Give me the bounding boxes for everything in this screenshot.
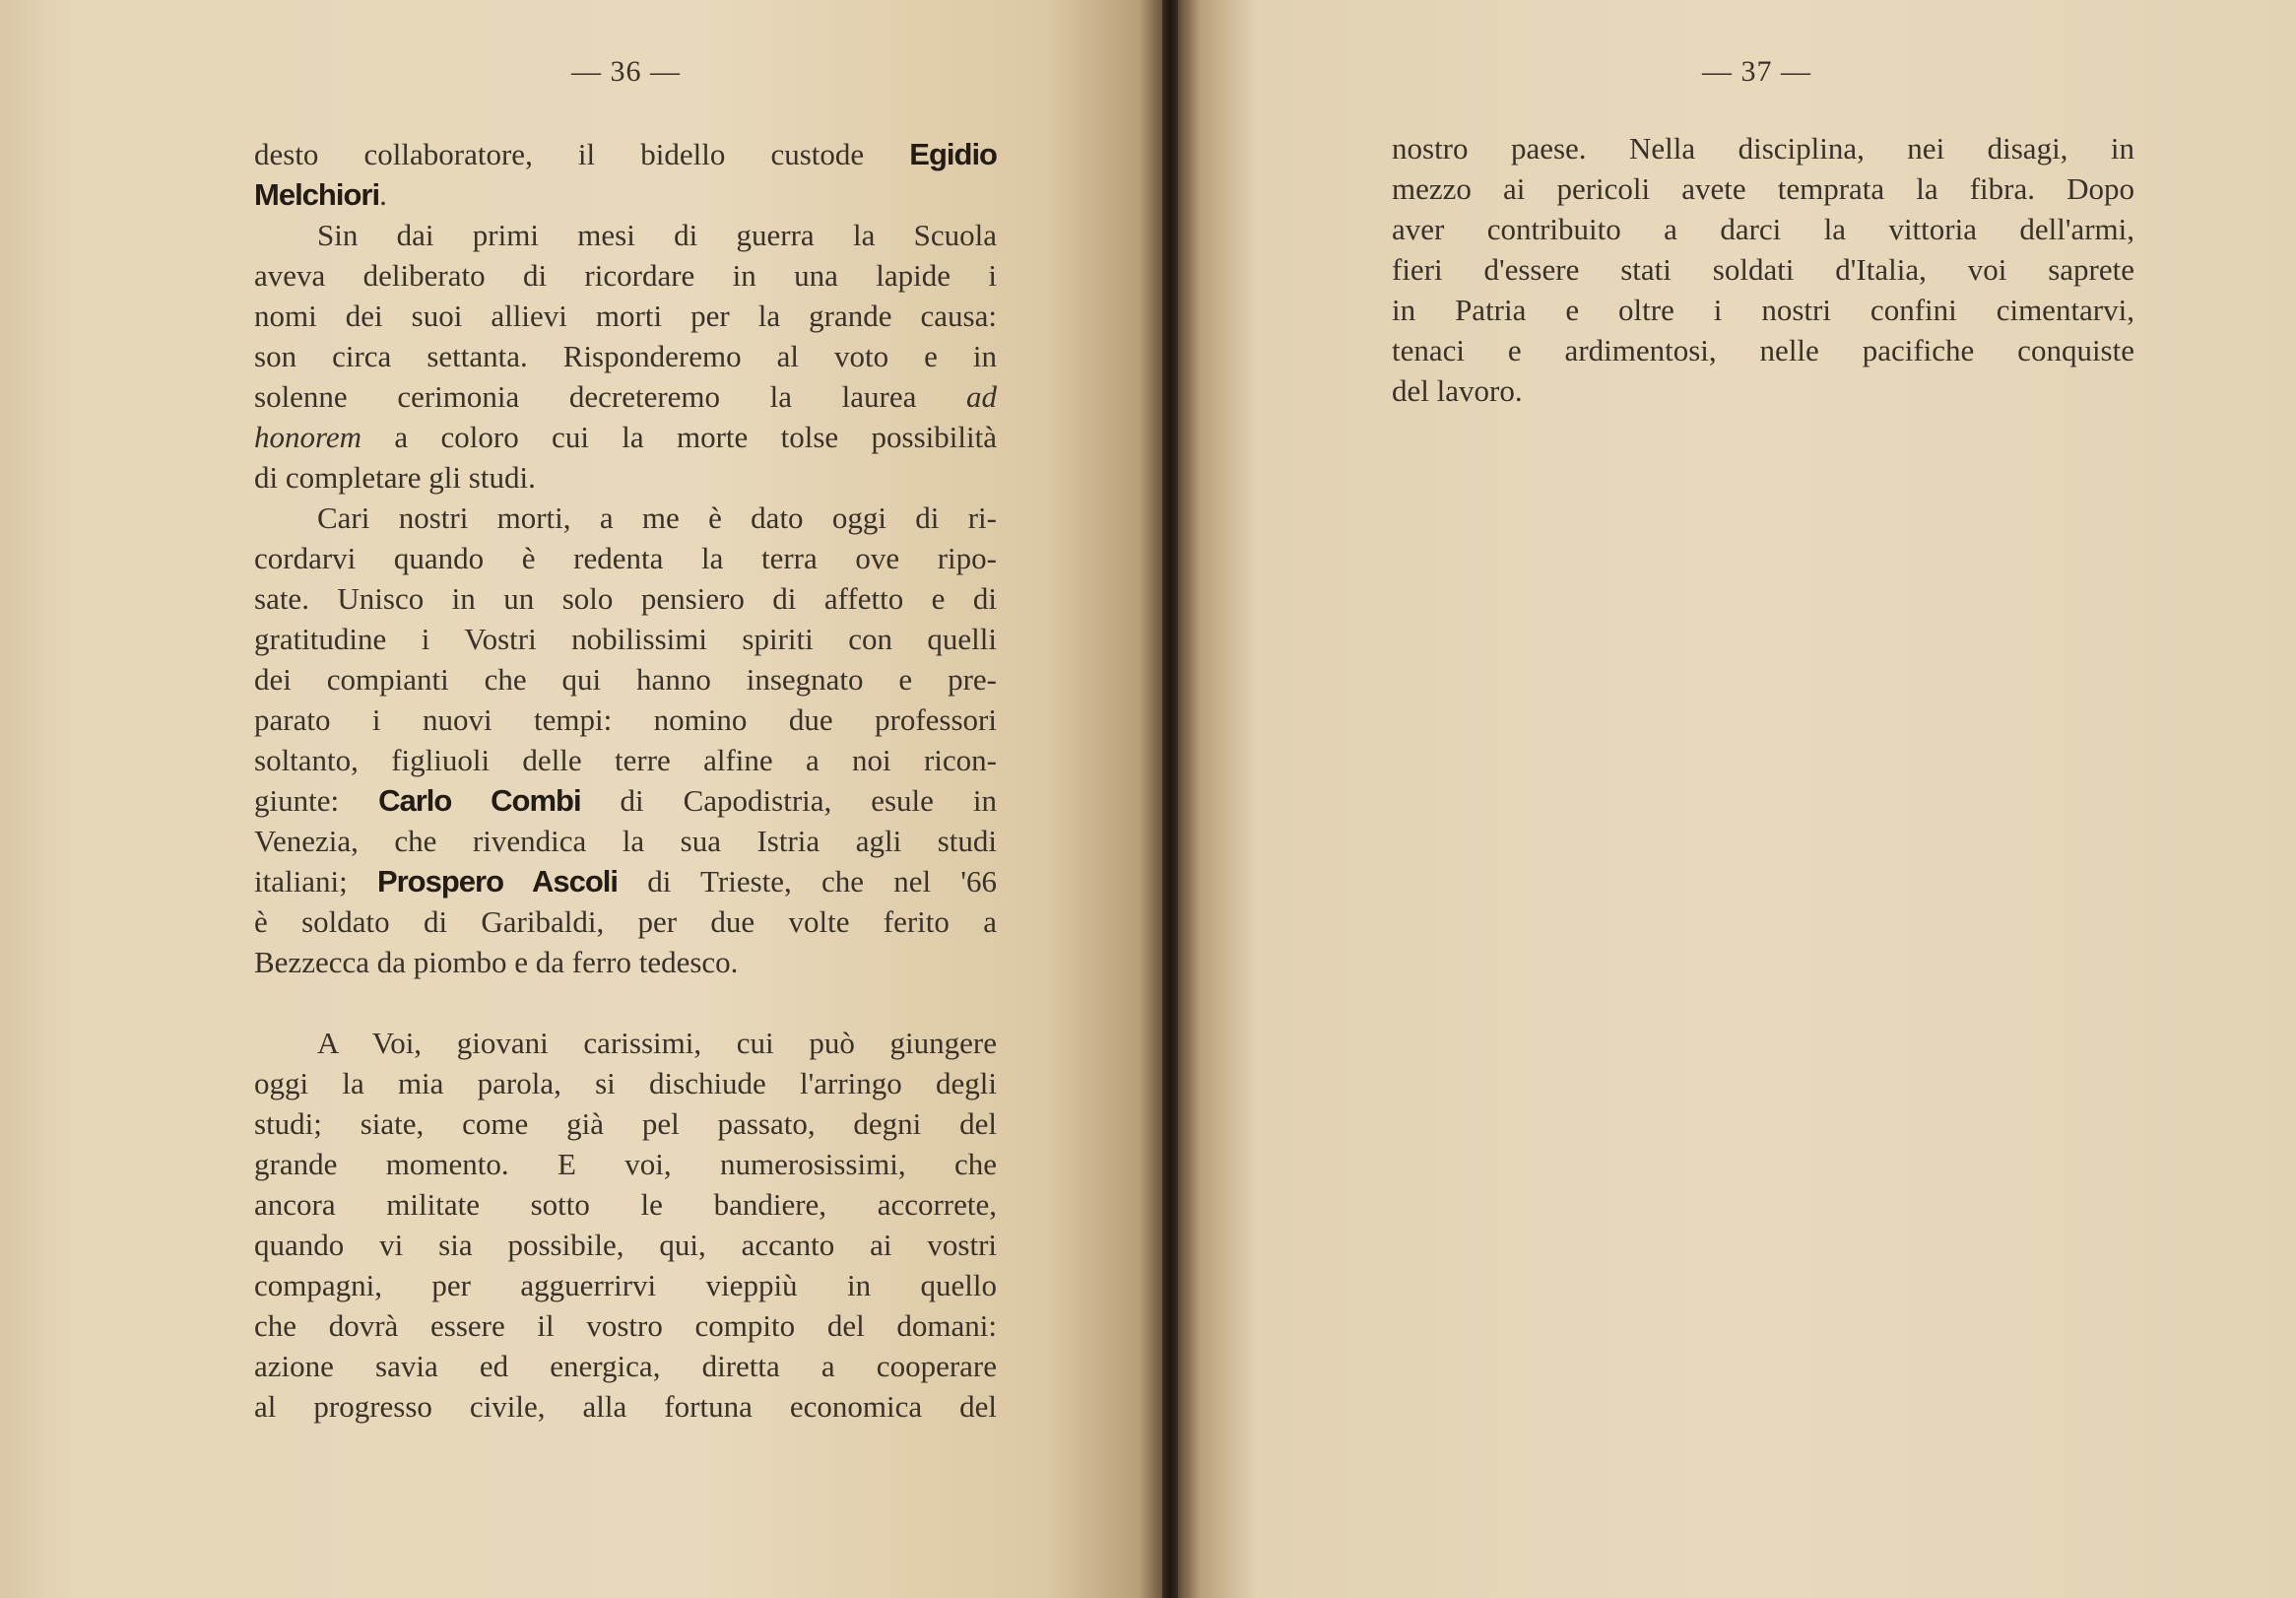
- text-line: [254, 619, 997, 659]
- bold-name: Carlo Combi: [378, 783, 581, 818]
- text-segment: aver contribuito a darci la vittoria dell'armi,: [1392, 212, 2134, 246]
- text-line: [254, 699, 997, 740]
- text-line: [1392, 330, 2134, 370]
- text-line: [254, 1063, 997, 1103]
- text-segment: Sin dai primi mesi di guerra la Scuola: [317, 218, 997, 252]
- right-page: [1178, 0, 2296, 1598]
- text-segment: soltanto, figliuoli delle terre alfine a noi ricon-: [254, 743, 997, 777]
- text-segment: nostro paese. Nella disciplina, nei disagi, in: [1392, 131, 2134, 166]
- text-segment: italiani;: [254, 864, 377, 899]
- page-number: — 37 —: [1702, 55, 1811, 88]
- text-line: [254, 1144, 997, 1184]
- italic-text: ad: [966, 379, 997, 414]
- text-segment: Cari nostri morti, a me è dato oggi di ri-: [317, 500, 997, 535]
- text-line: [254, 1023, 997, 1063]
- text-segment: è soldato di Garibaldi, per due volte ferito a: [254, 904, 997, 939]
- text-line: [254, 376, 997, 417]
- text-segment: Bezzecca da piombo e da ferro tedesco.: [254, 945, 739, 979]
- book-gutter: [1162, 0, 1178, 1598]
- text-segment: dei compianti che qui hanno insegnato e pre-: [254, 662, 997, 697]
- text-line: [254, 538, 997, 578]
- text-line: [254, 457, 997, 498]
- text-segment: tenaci e ardimentosi, nelle pacifiche conquiste: [1392, 333, 2134, 367]
- right-page-text: [1392, 128, 2134, 411]
- text-segment: azione savia ed energica, diretta a cooperare: [254, 1349, 997, 1383]
- text-segment: compagni, per agguerrirvi vieppiù in quello: [254, 1268, 997, 1302]
- text-segment: di completare gli studi.: [254, 460, 536, 495]
- left-page-text: [254, 134, 997, 1427]
- bold-name: Melchiori: [254, 177, 380, 212]
- text-segment: quando vi sia possibile, qui, accanto ai vostri: [254, 1228, 997, 1262]
- text-segment: in Patria e oltre i nostri confini cimentarvi,: [1392, 293, 2134, 327]
- text-line: [1392, 128, 2134, 168]
- text-segment: gratitudine i Vostri nobilissimi spiriti con quelli: [254, 622, 997, 656]
- text-line: [254, 1386, 997, 1427]
- text-line: [1392, 249, 2134, 290]
- text-segment: solenne cerimonia decreteremo la laurea: [254, 379, 966, 414]
- text-line: [1392, 290, 2134, 330]
- text-line: [254, 336, 997, 376]
- text-line: [254, 1184, 997, 1225]
- text-line: [1392, 168, 2134, 209]
- text-segment: studi; siate, come già pel passato, degni del: [254, 1106, 997, 1141]
- text-line: [254, 861, 997, 901]
- text-line: [254, 1225, 997, 1265]
- bold-name: Egidio: [909, 137, 997, 171]
- text-line: [254, 255, 997, 296]
- text-segment: del lavoro.: [1392, 373, 1523, 408]
- text-line: [254, 296, 997, 336]
- text-segment: Venezia, che rivendica la sua Istria agli studi: [254, 824, 997, 858]
- text-line: [254, 1265, 997, 1305]
- text-segment: fieri d'essere stati soldati d'Italia, voi saprete: [1392, 252, 2134, 287]
- text-line: [254, 417, 997, 457]
- text-segment: giunte:: [254, 783, 379, 818]
- text-segment: parato i nuovi tempi: nomino due professori: [254, 702, 997, 737]
- text-segment: di Trieste, che nel '66: [618, 864, 997, 899]
- text-segment: mezzo ai pericoli avete temprata la fibra. Dopo: [1392, 171, 2134, 206]
- text-line: [254, 659, 997, 699]
- text-segment: .: [379, 177, 387, 212]
- bold-name: Prospero Ascoli: [376, 864, 619, 899]
- text-line: [254, 578, 997, 619]
- text-segment: di Capodistria, esule in: [580, 783, 997, 818]
- text-segment: oggi la mia parola, si dischiude l'arringo degli: [254, 1066, 997, 1100]
- text-line: [254, 821, 997, 861]
- text-line: [254, 134, 997, 174]
- text-line: [1392, 370, 2134, 411]
- text-line: [254, 942, 997, 982]
- text-line: [254, 1103, 997, 1144]
- text-segment: al progresso civile, alla fortuna economica del: [254, 1389, 997, 1424]
- text-segment: nomi dei suoi allievi morti per la grande causa:: [254, 299, 997, 333]
- text-line: [254, 1305, 997, 1346]
- text-line: [1392, 209, 2134, 249]
- text-line: [254, 780, 997, 821]
- page-number: — 36 —: [571, 55, 681, 88]
- text-segment: desto collaboratore, il bidello custode: [254, 137, 910, 171]
- text-line: [254, 174, 997, 215]
- text-line: [254, 740, 997, 780]
- text-segment: sate. Unisco in un solo pensiero di affetto e di: [254, 581, 997, 616]
- text-line: [254, 901, 997, 942]
- text-segment: A Voi, giovani carissimi, cui può giungere: [317, 1026, 997, 1060]
- text-line: [254, 498, 997, 538]
- text-segment: a coloro cui la morte tolse possibilità: [361, 420, 997, 454]
- text-segment: cordarvi quando è redenta la terra ove ripo-: [254, 541, 997, 575]
- text-line: [254, 215, 997, 255]
- text-segment: ancora militate sotto le bandiere, accorrete,: [254, 1187, 997, 1222]
- text-segment: grande momento. E voi, numerosissimi, che: [254, 1147, 997, 1181]
- text-segment: aveva deliberato di ricordare in una lapide i: [254, 258, 997, 293]
- text-segment: son circa settanta. Risponderemo al voto e in: [254, 339, 997, 373]
- italic-text: honorem: [254, 420, 362, 454]
- text-segment: che dovrà essere il vostro compito del domani:: [254, 1308, 997, 1343]
- text-line: [254, 1346, 997, 1386]
